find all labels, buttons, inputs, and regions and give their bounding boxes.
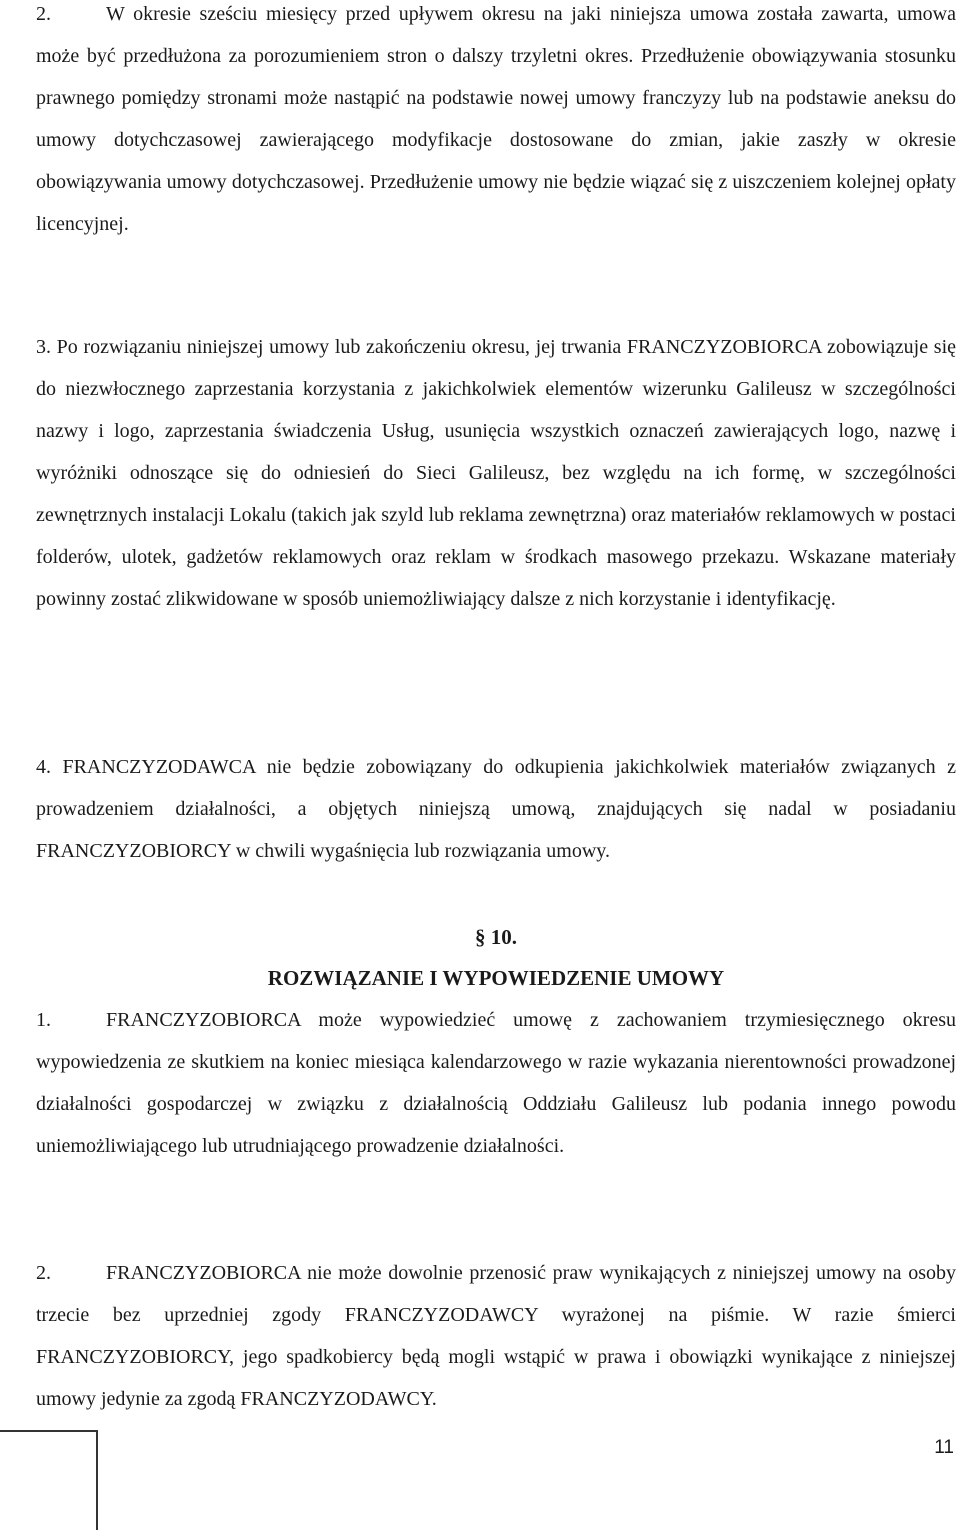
paragraph-2 (36, 0, 956, 245)
section-paragraph-1-number: 1. (36, 1009, 51, 1031)
paragraph-4-text: FRANCZYZODAWCA nie będzie zobowiązany do odkupienia jakichkolwiek materiałów związanych z prowadzeniem działalności, a objętych niniejszą umową, znajdujących się nadal w posiadaniu FRANCZYZOBIORCY w chwili wygaśnięcia lub rozwiązania umowy. (36, 756, 957, 862)
paragraph-3-text: Po rozwiązaniu niniejszej umowy lub zakończeniu okresu, jej trwania FRANCZYZOBIORCA zobowiązuje się do niezwłocznego zaprzestania korzystania z jakichkolwiek elementów wizerunku Galileusz w szczególności nazwy i logo, zaprzestania świadczenia Usług, usunięcia wszystkich oznaczeń zawierających logo, nazwę i wyróżniki odnoszące się do odniesień do Sieci Galileusz, bez względu na ich formę, w szczególności zewnętrznych instalacji Lokalu (takich jak szyld lub reklama zewnętrzna) oraz materiałów reklamowych w postaci folderów, ulotek, gadżetów reklamowych oraz reklam w środkach masowego przekazu. Wskazane materiały powinny zostać zlikwidowane w sposób uniemożliwiający dalsze z nich korzystanie i identyfikację. (36, 336, 956, 610)
footer-corner-box (0, 1430, 98, 1530)
paragraph-2-text: W okresie sześciu miesięcy przed upływem okresu na jaki niniejsza umowa została zawarta, umowa może być przedłużona za porozumieniem stron o dalszy trzyletni okres. Przedłużenie obowiązywania stosunku prawnego pomiędzy stronami może nastąpić na podstawie nowej umowy franczyzy lub na podstawie aneksu do umowy dotychczasowej zawierającego modyfikacje dostosowane do zmian, jakie zaszły w okresie obowiązywania umowy dotychczasowej. Przedłużenie umowy nie będzie wiązać się z uiszczeniem kolejnej opłaty licencyjnej. (36, 3, 956, 235)
section-paragraph-1 (36, 999, 956, 1167)
paragraph-2-number: 2. (36, 3, 51, 25)
paragraph-3-number: 3. (36, 336, 51, 358)
section-title: ROZWIĄZANIE I WYPOWIEDZENIE UMOWY (267, 966, 725, 990)
paragraph-3 (36, 326, 956, 620)
section-paragraph-2-text: FRANCZYZOBIORCA nie może dowolnie przenosić praw wynikających z niniejszej umowy na osoby trzecie bez uprzedniej zgody FRANCZYZODAWCY wyrażonej na piśmie. W razie śmierci FRANCZYZOBIORCY, jego spadkobiercy będą mogli wstąpić w prawa i obowiązki wynikające z niniejszej umowy jedynie za zgodą FRANCZYZODAWCY. (36, 1262, 956, 1410)
page-number: 11 (934, 1437, 954, 1458)
paragraph-4 (36, 746, 956, 872)
section-paragraph-1-text: FRANCZYZOBIORCA może wypowiedzieć umowę z zachowaniem trzymiesięcznego okresu wypowiedzenia ze skutkiem na koniec miesiąca kalendarzowego w razie wykazania nierentowności prowadzonej działalności gospodarczej w związku z działalnością Oddziału Galileusz lub podania innego powodu uniemożliwiającego lub utrudniającego prowadzenie działalności. (36, 1009, 956, 1157)
section-number: § 10. (475, 925, 517, 949)
section-paragraph-2-number: 2. (36, 1262, 51, 1284)
paragraph-4-number: 4. (36, 756, 51, 778)
section-paragraph-2 (36, 1252, 956, 1420)
